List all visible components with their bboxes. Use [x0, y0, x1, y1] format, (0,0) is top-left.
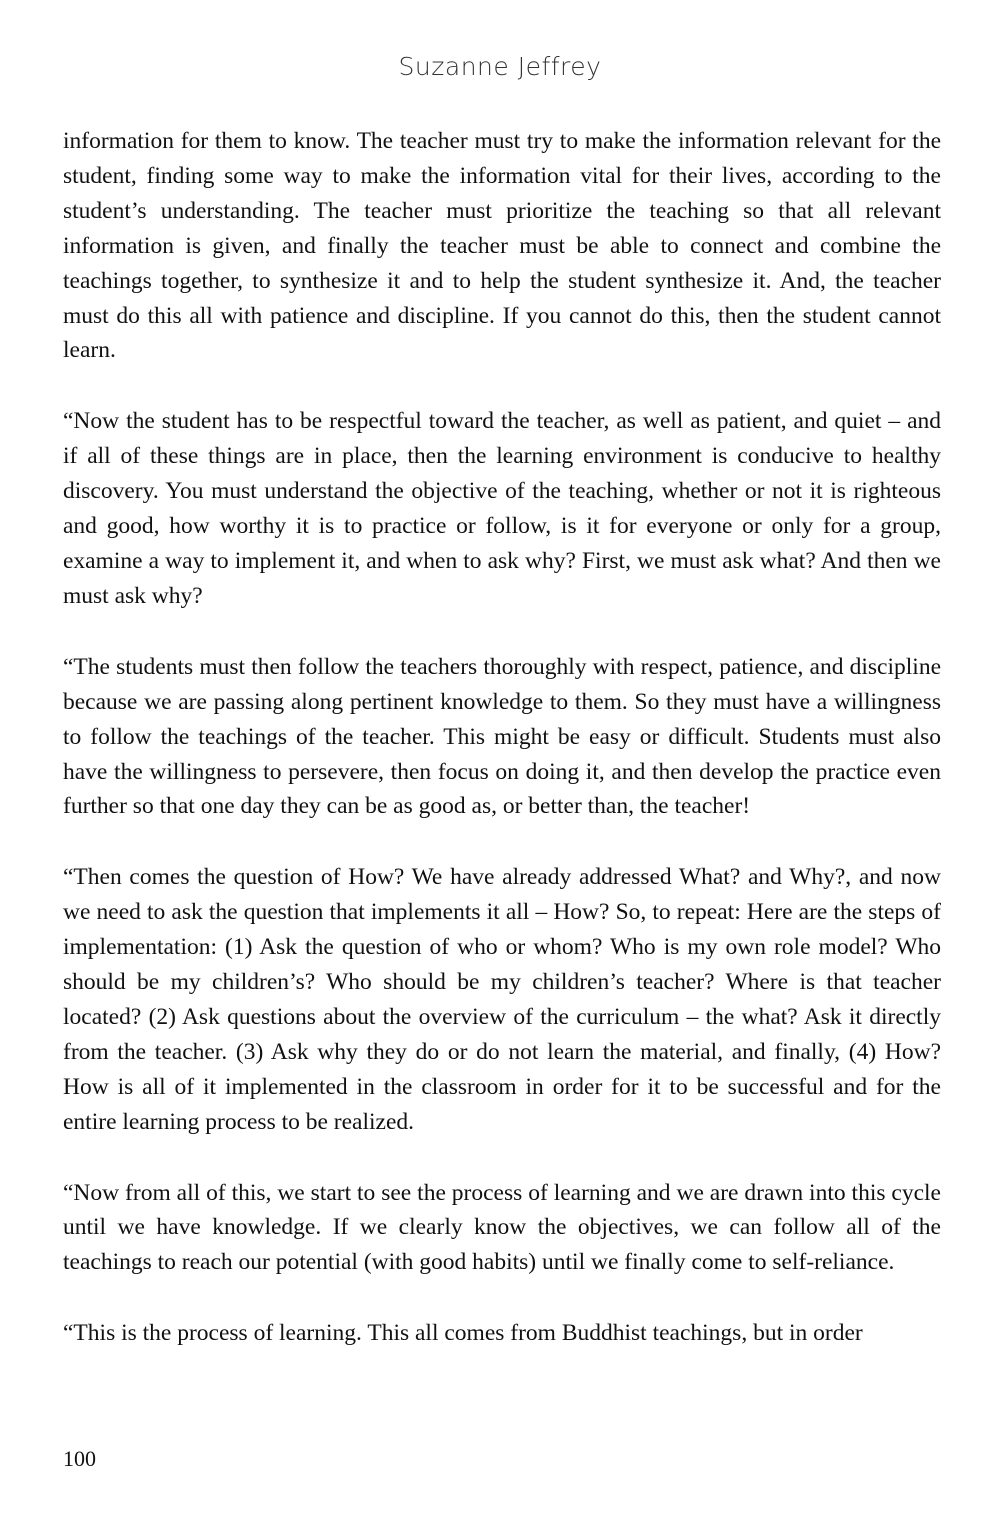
paragraph-2: “Now the student has to be respectful toward the teacher, as well as patient, and quiet – and if all of these things are in place, then the learning environment is conducive to healthy discovery. You must understand the objective of the teaching, whether or not it is righteous and good, how worthy it is to practice or follow, is it for everyone or only for a group, examine a way to implement it, and when to ask why? First, we must ask what? And then we must ask why? [63, 408, 941, 609]
body-text [63, 124, 941, 1351]
running-head-author: Suzanne Jeffrey [398, 52, 602, 81]
paragraph-3: “The students must then follow the teachers thoroughly with respect, patience, and discipline because we are passing along pertinent knowledge to them. So they must have a willingness to follow the teachings of the teacher. This might be easy or difficult. Students must also have the willingness to persevere, then focus on doing it, and then develop the practice even further so that one day they can be as good as, or better than, the teacher! [63, 653, 941, 820]
paragraph-4: “Then comes the question of How? We have already addressed What? and Why?, and now we need to ask the question that implements it all – How? So, to repeat: Here are the steps of implementation: (1) Ask the question of who or whom? Who is my own role model? Who should be my children’s? Who should be my children’s teacher? Where is that teacher located? (2) Ask questions about the overview of the curriculum – the what? Ask it directly from the teacher. (3) Ask why they do or do not learn the material, and finally, (4) How? How is all of it implemented in the classroom in order for it to be successful and for the entire learning process to be realized. [63, 864, 941, 1135]
paragraph-6: “This is the process of learning. This all comes from Buddhist teachings, but in order [63, 1320, 863, 1347]
paragraph-5: “Now from all of this, we start to see the process of learning and we are drawn into this cycle until we have knowledge. If we clearly know the objectives, we can follow all of the teachings to reach our potential (with good habits) until we finally come to self-reliance. [63, 1179, 941, 1276]
page-number: 100 [63, 1446, 96, 1471]
paragraph-1: information for them to know. The teacher must try to make the information relevant for the student, finding some way to make the information vital for their lives, according to the student’s understanding. The teacher must prioritize the teaching so that all relevant information is given, and finally the teacher must be able to connect and combine the teachings together, to synthesize it and to help the student synthesize it. And, the teacher must do this all with patience and discipline. If you cannot do this, then the student cannot learn. [63, 128, 941, 364]
